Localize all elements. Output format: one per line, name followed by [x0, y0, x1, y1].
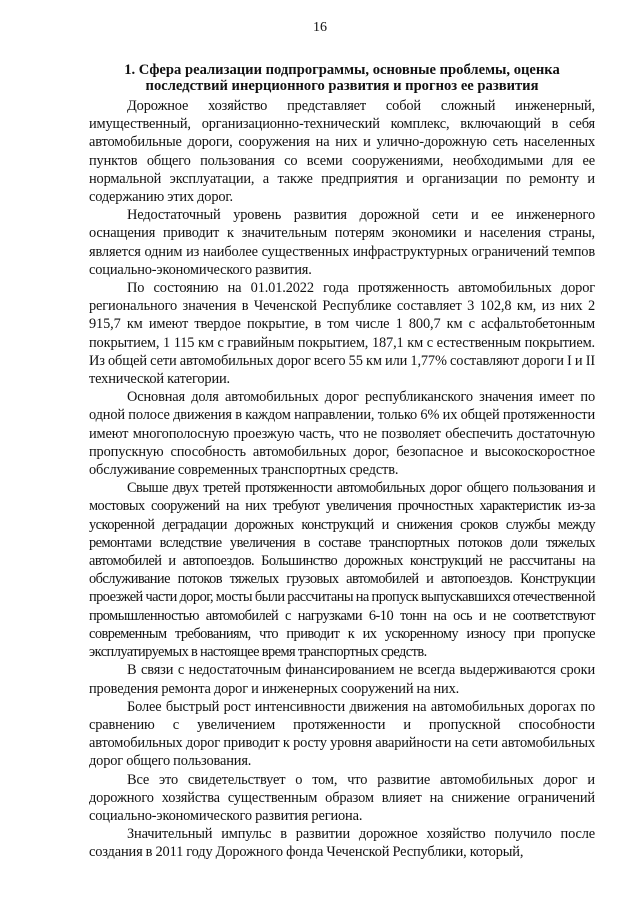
- section-heading: 1. Сфера реализации подпрограммы, основные проблемы, оценка последствий инерционного развития и прогноз ее развития: [124, 62, 560, 94]
- paragraph: Свыше двух третей протяженности автомобильных дорог общего пользования и мостовых сооружений на них требуют увеличения прочностных характеристик из-за ускоренной деградации дорожных конструкций и снижения сроков службы между ремонтами вследствие увеличения в составе транспортных потоков доли тяжелых автомобилей и автопоездов. Большинство дорожных конструкций не рассчитаны на обслуживание потоков тяжелых грузовых автомобилей и автопоездов. Конструкции проезжей части дорог, мосты были рассчитаны на пропуск выпускавшихся отечественной промышленностью автомобилей с нагрузками 6-10 тонн на ось и не соответствуют современным требованиям, что приводит к их ускоренному износу при пропуске эксплуатируемых в настоящее время транспортных средств.: [89, 480, 595, 661]
- paragraph: По состоянию на 01.01.2022 года протяженность автомобильных дорог регионального значения в Чеченской Республике составляет 3 102,8 км, из них 2 915,7 км имеют твердое покрытие, в том числе 1 800,7 км с асфальтобетонным покрытием, 1 115 км с гравийным покрытием, 187,1 км с естественным покрытием. Из общей сети автомобильных дорог всего 55 км или 1,77% составляют дороги I и II технической категории.: [89, 280, 595, 388]
- paragraph: Дорожное хозяйство представляет собой сложный инженерный, имущественный, организационно-технический комплекс, включающий в себя автомобильные дороги, сооружения на них и улично-дорожную сеть населенных пунктов общего пользования со всеми сооружениями, необходимыми для ее нормальной эксплуатации, а также предприятия и организации по ремонту и содержанию этих дорог.: [89, 98, 595, 206]
- paragraph: Основная доля автомобильных дорог республиканского значения имеет по одной полосе движения в каждом направлении, только 6% их общей протяженности имеют многополосную проезжую часть, что не позволяет обеспечить достаточную пропускную способность автомобильных дорог, безопасное и высокоскоростное обслуживание современных транспортных средств.: [89, 389, 595, 479]
- body-text: [89, 97, 595, 862]
- paragraph: Недостаточный уровень развития дорожной сети и ее инженерного оснащения приводит к значительным потерям экономики и населения страны, является одним из наиболее существенных инфраструктурных ограничений темпов социально-экономического развития.: [89, 207, 595, 278]
- paragraph: Все это свидетельствует о том, что развитие автомобильных дорог и дорожного хозяйства существенным образом влияет на снижение ограничений социально-экономического развития региона.: [89, 771, 595, 824]
- paragraph: Значительный импульс в развитии дорожное хозяйство получило после создания в 2011 году Дорожного фонда Чеченской Республики, который,: [89, 826, 595, 861]
- paragraph: Более быстрый рост интенсивности движения на автомобильных дорогах по сравнению с увеличением протяженности и пропускной способности автомобильных дорог приводит к росту уровня аварийности на сети автомобильных дорог общего пользования.: [89, 698, 595, 770]
- paragraph: В связи с недостаточным финансированием не всегда выдерживаются сроки проведения ремонта дорог и инженерных сооружений на них.: [89, 662, 595, 697]
- page-number: 16: [313, 20, 327, 35]
